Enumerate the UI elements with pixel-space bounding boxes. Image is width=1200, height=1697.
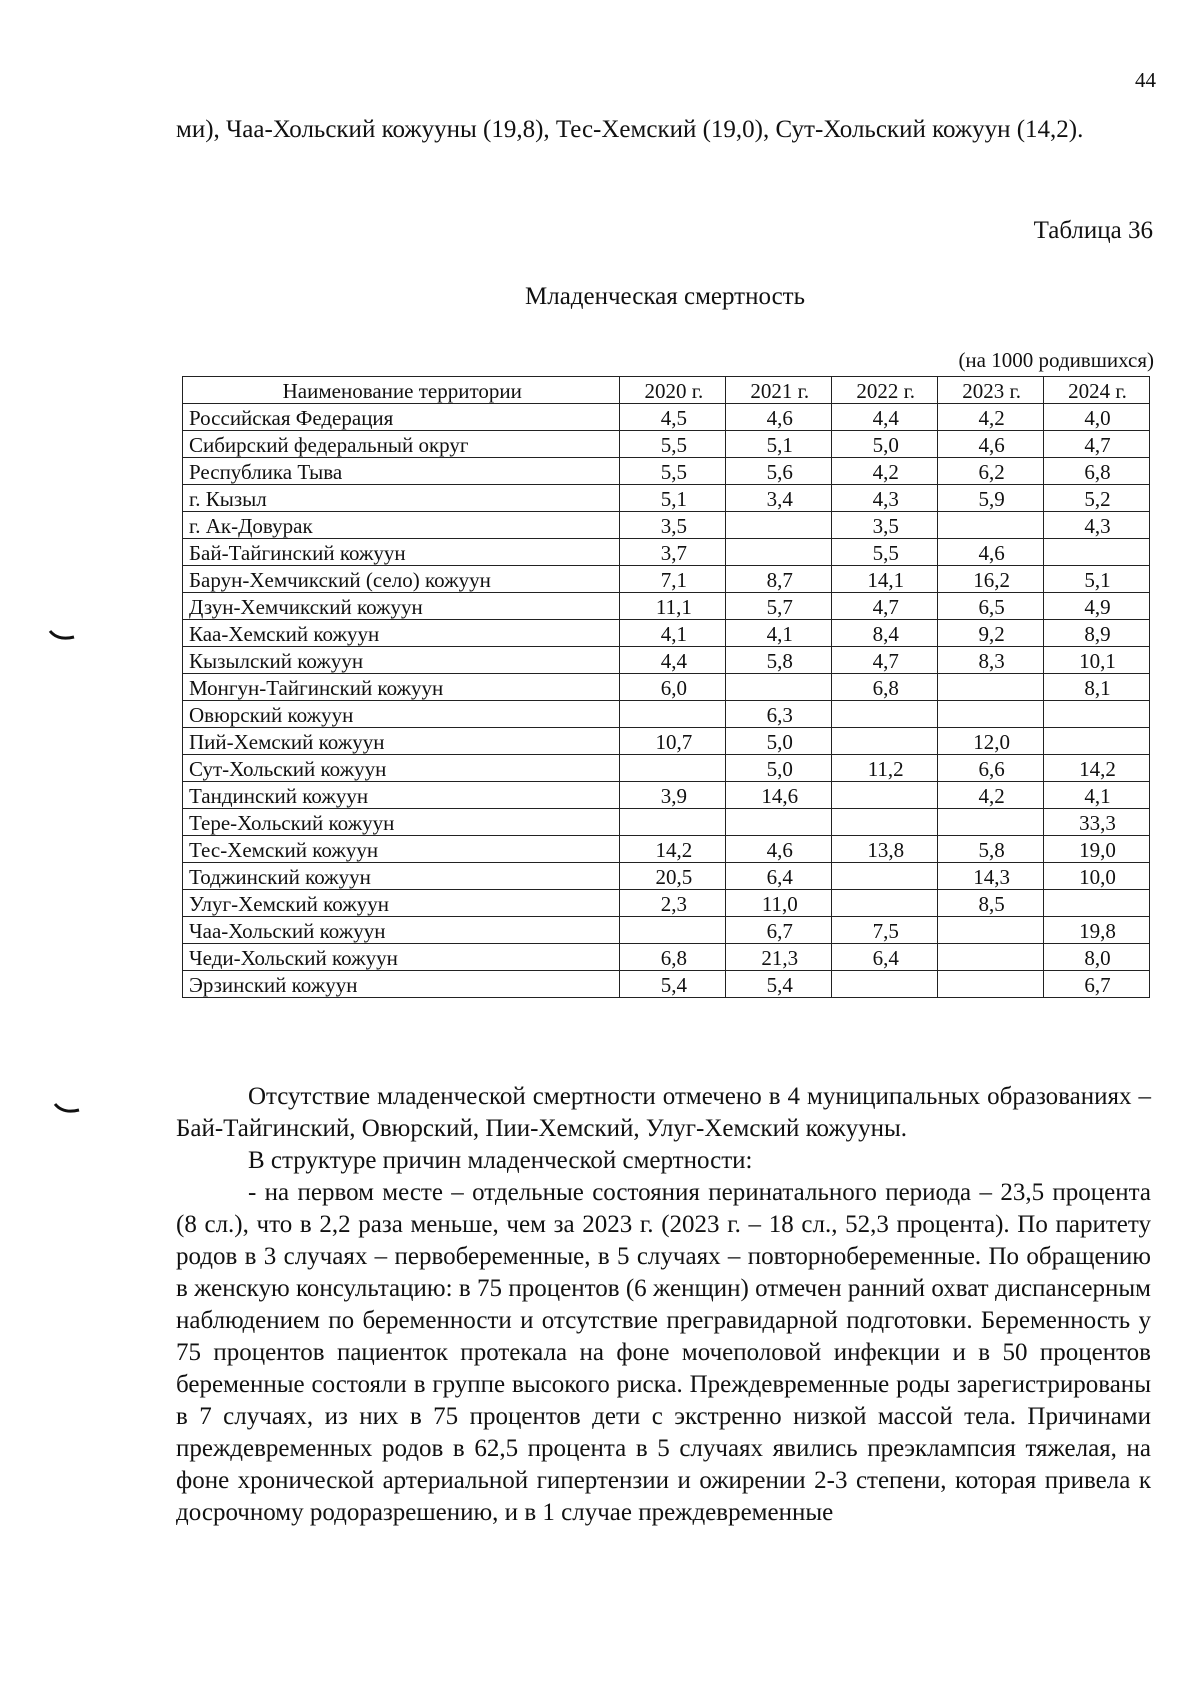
- cell-2022: 4,2: [832, 458, 938, 485]
- cell-territory: г. Кызыл: [183, 485, 620, 512]
- table-row: [183, 728, 1150, 755]
- cell-2020: 5,1: [620, 485, 726, 512]
- cell-2021: [726, 809, 832, 836]
- cell-2024: 4,1: [1044, 782, 1150, 809]
- table-row: [183, 782, 1150, 809]
- table-row: [183, 566, 1150, 593]
- cell-territory: Республика Тыва: [183, 458, 620, 485]
- paragraph-structure: В структуре причин младенческой смертности:: [248, 1147, 753, 1174]
- cell-2020: 3,7: [620, 539, 726, 566]
- cell-2020: 6,0: [620, 674, 726, 701]
- table-row: [183, 944, 1150, 971]
- cell-2023: 4,6: [938, 539, 1044, 566]
- cell-2024: [1044, 890, 1150, 917]
- table-title: Младенческая смертность: [524, 283, 806, 310]
- cell-2021: 6,4: [726, 863, 832, 890]
- cell-2022: 3,5: [832, 512, 938, 539]
- page-number: 44: [1135, 68, 1156, 92]
- cell-2020: 2,3: [620, 890, 726, 917]
- cell-2020: [620, 701, 726, 728]
- cell-2022: 5,0: [832, 431, 938, 458]
- cell-territory: Эрзинский кожуун: [183, 971, 620, 998]
- cell-territory: Сибирский федеральный округ: [183, 431, 620, 458]
- cell-2022: 6,4: [832, 944, 938, 971]
- cell-2022: [832, 971, 938, 998]
- cell-2022: 4,7: [832, 593, 938, 620]
- cell-2020: 7,1: [620, 566, 726, 593]
- cell-2020: 4,4: [620, 647, 726, 674]
- cell-2022: 11,2: [832, 755, 938, 782]
- cell-2021: 6,3: [726, 701, 832, 728]
- table-row: [183, 593, 1150, 620]
- cell-2021: 5,1: [726, 431, 832, 458]
- table-row: [183, 836, 1150, 863]
- cell-2021: 4,6: [726, 836, 832, 863]
- cell-2023: 5,9: [938, 485, 1044, 512]
- cell-2020: 3,5: [620, 512, 726, 539]
- cell-2023: 8,5: [938, 890, 1044, 917]
- table-row: [183, 539, 1150, 566]
- cell-2023: 12,0: [938, 728, 1044, 755]
- cell-territory: Каа-Хемский кожуун: [183, 620, 620, 647]
- table-row: [183, 485, 1150, 512]
- cell-2021: 14,6: [726, 782, 832, 809]
- cell-2021: 11,0: [726, 890, 832, 917]
- cell-2023: [938, 674, 1044, 701]
- cell-2022: [832, 863, 938, 890]
- cell-2023: [938, 917, 1044, 944]
- cell-2022: [832, 809, 938, 836]
- cell-2023: 14,3: [938, 863, 1044, 890]
- cell-2024: 19,0: [1044, 836, 1150, 863]
- cell-territory: Тере-Хольский кожуун: [183, 809, 620, 836]
- cell-2020: 4,5: [620, 404, 726, 431]
- cell-2022: 8,4: [832, 620, 938, 647]
- cell-2021: [726, 674, 832, 701]
- cell-2022: 6,8: [832, 674, 938, 701]
- cell-2021: 4,6: [726, 404, 832, 431]
- cell-2022: 13,8: [832, 836, 938, 863]
- table-row: [183, 890, 1150, 917]
- header-2024: 2024 г.: [1044, 377, 1150, 404]
- table-body: [183, 404, 1150, 998]
- cell-2024: 5,1: [1044, 566, 1150, 593]
- cell-2020: 6,8: [620, 944, 726, 971]
- cell-territory: Овюрский кожуун: [183, 701, 620, 728]
- cell-2024: 8,9: [1044, 620, 1150, 647]
- table-row: [183, 917, 1150, 944]
- paragraph-absence: Отсутствие младенческой смертности отмечено в 4 муниципальных образованиях – Бай-Тайгинский, Овюрский, Пии-Хемский, Улуг-Хемский кожууны.: [176, 1083, 1151, 1142]
- table-row: [183, 512, 1150, 539]
- cell-2023: 4,6: [938, 431, 1044, 458]
- cell-2023: [938, 944, 1044, 971]
- cell-2024: 10,1: [1044, 647, 1150, 674]
- cell-2024: [1044, 539, 1150, 566]
- cell-2024: 8,1: [1044, 674, 1150, 701]
- cell-2023: [938, 701, 1044, 728]
- header-2021: 2021 г.: [726, 377, 832, 404]
- cell-territory: Бай-Тайгинский кожуун: [183, 539, 620, 566]
- cell-2024: 19,8: [1044, 917, 1150, 944]
- cell-territory: Чаа-Хольский кожуун: [183, 917, 620, 944]
- cell-territory: Монгун-Тайгинский кожуун: [183, 674, 620, 701]
- cell-2020: [620, 755, 726, 782]
- cell-2021: 4,1: [726, 620, 832, 647]
- table-row: [183, 863, 1150, 890]
- table-row: [183, 809, 1150, 836]
- cell-2020: 11,1: [620, 593, 726, 620]
- cell-2022: 4,7: [832, 647, 938, 674]
- margin-mark-lower: [53, 1101, 81, 1115]
- cell-2023: 6,6: [938, 755, 1044, 782]
- unit-note: (на 1000 родившихся): [958, 348, 1154, 372]
- cell-2021: 6,7: [726, 917, 832, 944]
- table-row: [183, 458, 1150, 485]
- cell-2021: 5,6: [726, 458, 832, 485]
- cell-territory: Улуг-Хемский кожуун: [183, 890, 620, 917]
- cell-2021: [726, 512, 832, 539]
- cell-territory: Чеди-Хольский кожуун: [183, 944, 620, 971]
- cell-2020: 5,4: [620, 971, 726, 998]
- cell-2024: 6,8: [1044, 458, 1150, 485]
- cell-2023: 5,8: [938, 836, 1044, 863]
- cell-2020: [620, 917, 726, 944]
- cell-2020: 3,9: [620, 782, 726, 809]
- cell-territory: Дзун-Хемчикский кожуун: [183, 593, 620, 620]
- cell-2024: 8,0: [1044, 944, 1150, 971]
- cell-territory: Барун-Хемчикский (село) кожуун: [183, 566, 620, 593]
- cell-2024: [1044, 701, 1150, 728]
- cell-territory: Российская Федерация: [183, 404, 620, 431]
- cell-2023: 4,2: [938, 782, 1044, 809]
- cell-2023: [938, 809, 1044, 836]
- header-2020: 2020 г.: [620, 377, 726, 404]
- table-row: [183, 755, 1150, 782]
- cell-2024: 6,7: [1044, 971, 1150, 998]
- infant-mortality-table: [182, 376, 1150, 998]
- header-territory: Наименование территории: [183, 377, 620, 404]
- cell-2023: 6,2: [938, 458, 1044, 485]
- cell-2021: 5,0: [726, 728, 832, 755]
- cell-2022: [832, 701, 938, 728]
- table-row: [183, 674, 1150, 701]
- cell-territory: Тоджинский кожуун: [183, 863, 620, 890]
- table-row: [183, 701, 1150, 728]
- cell-territory: Тес-Хемский кожуун: [183, 836, 620, 863]
- header-2022: 2022 г.: [832, 377, 938, 404]
- cell-2023: 16,2: [938, 566, 1044, 593]
- margin-mark-upper: [48, 628, 76, 642]
- cell-2021: 5,4: [726, 971, 832, 998]
- cell-2021: [726, 539, 832, 566]
- table-header-row: [183, 377, 1150, 404]
- cell-2024: 5,2: [1044, 485, 1150, 512]
- cell-2020: 5,5: [620, 431, 726, 458]
- cell-territory: г. Ак-Довурак: [183, 512, 620, 539]
- cell-2024: 4,9: [1044, 593, 1150, 620]
- cell-2024: 4,3: [1044, 512, 1150, 539]
- cell-2020: 20,5: [620, 863, 726, 890]
- cell-2022: 5,5: [832, 539, 938, 566]
- cell-2024: 4,0: [1044, 404, 1150, 431]
- cell-territory: Тандинский кожуун: [183, 782, 620, 809]
- cell-2020: 10,7: [620, 728, 726, 755]
- cell-2022: [832, 728, 938, 755]
- cell-2020: 4,1: [620, 620, 726, 647]
- intro-paragraph: ми), Чаа-Хольский кожууны (19,8), Тес-Хемский (19,0), Сут-Хольский кожуун (14,2).: [176, 116, 1084, 143]
- cell-2023: 4,2: [938, 404, 1044, 431]
- cell-2022: [832, 890, 938, 917]
- cell-2020: [620, 809, 726, 836]
- cell-2021: 8,7: [726, 566, 832, 593]
- cell-2024: 10,0: [1044, 863, 1150, 890]
- cell-2024: 33,3: [1044, 809, 1150, 836]
- cell-territory: Кызылский кожуун: [183, 647, 620, 674]
- cell-2023: 6,5: [938, 593, 1044, 620]
- cell-2023: [938, 971, 1044, 998]
- cell-2020: 5,5: [620, 458, 726, 485]
- cell-2021: 5,0: [726, 755, 832, 782]
- cell-territory: Пий-Хемский кожуун: [183, 728, 620, 755]
- cell-2021: 21,3: [726, 944, 832, 971]
- cell-2022: 4,4: [832, 404, 938, 431]
- cell-2022: [832, 782, 938, 809]
- cell-2021: 5,8: [726, 647, 832, 674]
- table-row: [183, 431, 1150, 458]
- cell-2024: 14,2: [1044, 755, 1150, 782]
- cell-2023: 9,2: [938, 620, 1044, 647]
- header-2023: 2023 г.: [938, 377, 1044, 404]
- body-text: [176, 1081, 1151, 1529]
- cell-2024: [1044, 728, 1150, 755]
- table-row: [183, 647, 1150, 674]
- cell-2024: 4,7: [1044, 431, 1150, 458]
- table-row: [183, 620, 1150, 647]
- paragraph-perinatal: - на первом месте – отдельные состояния перинатального периода – 23,5 процента (8 сл.), что в 2,2 раза меньше, чем за 2023 г. (2023 г. – 18 сл., 52,3 процента). По паритету родов в 3 случаях – первобеременные, в 5 случаях – повторнобеременные. По обращению в женскую консультацию: в 75 процентов (6 женщин) отмечен ранний охват диспансерным наблюдением по беременности и отсутствие прегравидарной подготовки. Беременность у 75 процентов пациенток протекала на фоне мочеполовой инфекции и в 50 процентов беременные состояли в группе высокого риска. Преждевременные роды зарегистрированы в 7 случаях, из них в 75 процентов дети с экстренно низкой массой тела. Причинами преждевременных родов в 62,5 процента в 5 случаях явились преэклампсия тяжелая, на фоне хронической артериальной гипертензии и ожирении 2-3 степени, которая привела к досрочному родоразрешению, и в 1 случае преждевременные: [176, 1179, 1151, 1526]
- cell-2021: 3,4: [726, 485, 832, 512]
- cell-2022: 4,3: [832, 485, 938, 512]
- cell-2023: 8,3: [938, 647, 1044, 674]
- table-label: Таблица 36: [1033, 217, 1153, 244]
- table-row: [183, 404, 1150, 431]
- cell-2023: [938, 512, 1044, 539]
- cell-2020: 14,2: [620, 836, 726, 863]
- cell-2022: 14,1: [832, 566, 938, 593]
- cell-2021: 5,7: [726, 593, 832, 620]
- cell-2022: 7,5: [832, 917, 938, 944]
- cell-territory: Сут-Хольский кожуун: [183, 755, 620, 782]
- table-row: [183, 971, 1150, 998]
